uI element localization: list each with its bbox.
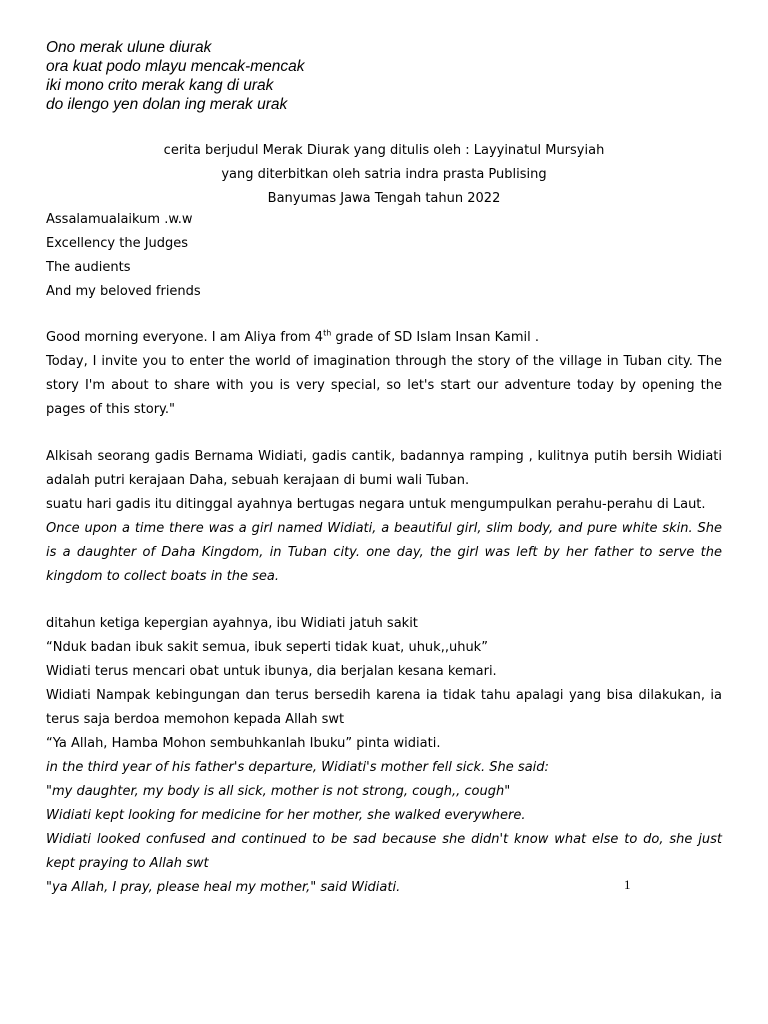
poem-line: iki mono crito merak kang di urak (46, 77, 274, 94)
story-credits (46, 139, 722, 211)
intro-line (46, 326, 722, 350)
introduction (46, 326, 722, 422)
page-number: 1 (624, 877, 631, 892)
indonesian-line: Widiati terus mencari obat untuk ibunya, dia berjalan kesana kemari. (46, 664, 497, 679)
english-paragraph: Widiati looked confused and continued to be sad because she didn't know what else to do, she just kept praying to Allah swt (46, 832, 722, 871)
indonesian-line: ditahun ketiga kepergian ayahnya, ibu Widiati jatuh sakit (46, 616, 418, 631)
dialogue-line: “Ya Allah, Hamba Mohon sembuhkanlah Ibuku” pinta widiati. (46, 736, 441, 751)
english-dialogue-line: "ya Allah, I pray, please heal my mother," said Widiati. (46, 880, 401, 895)
story-part-2 (46, 612, 722, 900)
indonesian-paragraph: Widiati Nampak kebingungan dan terus bersedih karena ia tidak tahu apalagi yang bisa dilakukan, ia terus saja berdoa memohon kepada Allah swt (46, 688, 722, 727)
english-line: in the third year of his father's departure, Widiati's mother fell sick. She said: (46, 760, 549, 775)
dialogue-line: “Nduk badan ibuk sakit semua, ibuk seperti tidak kuat, uhuk,,uhuk” (46, 640, 488, 655)
poem-line: ora kuat podo mlayu mencak-mencak (46, 58, 305, 75)
poem-line: Ono merak ulune diurak (46, 39, 212, 56)
greetings (46, 208, 722, 304)
credit-line: Banyumas Jawa Tengah tahun 2022 (267, 191, 501, 206)
greeting-line: Assalamualaikum .w.w (46, 212, 193, 227)
indonesian-paragraph: Alkisah seorang gadis Bernama Widiati, gadis cantik, badannya ramping , kulitnya putih bersih Widiati adalah putri kerajaan Daha, sebuah kerajaan di bumi wali Tuban. (46, 449, 722, 488)
poem-line: do ilengo yen dolan ing merak urak (46, 96, 288, 113)
indonesian-paragraph: suatu hari gadis itu ditinggal ayahnya bertugas negara untuk mengumpulkan perahu-perahu di Laut. (46, 497, 706, 512)
greeting-line: The audients (46, 260, 131, 275)
story-part-1 (46, 445, 722, 589)
intro-paragraph: Today, I invite you to enter the world of imagination through the story of the village in Tuban city. The story I'm about to share with you is very special, so let's start our adventure today by opening the pages of this story." (46, 354, 722, 417)
english-translation: Once upon a time there was a girl named Widiati, a beautiful girl, slim body, and pure white skin. She is a daughter of Daha Kingdom, in Tuban city. one day, the girl was left by her father to serve the kingdom to collect boats in the sea. (46, 521, 722, 584)
english-line: Widiati kept looking for medicine for her mother, she walked everywhere. (46, 808, 526, 823)
ordinal-suffix: th (323, 328, 332, 338)
greeting-line: Excellency the Judges (46, 236, 189, 251)
intro-text: Good morning everyone. I am Aliya from 4 (46, 330, 324, 345)
credit-line: cerita berjudul Merak Diurak yang ditulis oleh : Layyinatul Mursyiah (163, 143, 605, 158)
intro-text-end: grade of SD Islam Insan Kamil . (331, 330, 539, 345)
english-dialogue-line: "my daughter, my body is all sick, mother is not strong, cough,, cough" (46, 784, 511, 799)
credit-line: yang diterbitkan oleh satria indra prasta Publising (221, 167, 547, 182)
poem (46, 38, 304, 114)
greeting-line: And my beloved friends (46, 284, 201, 299)
